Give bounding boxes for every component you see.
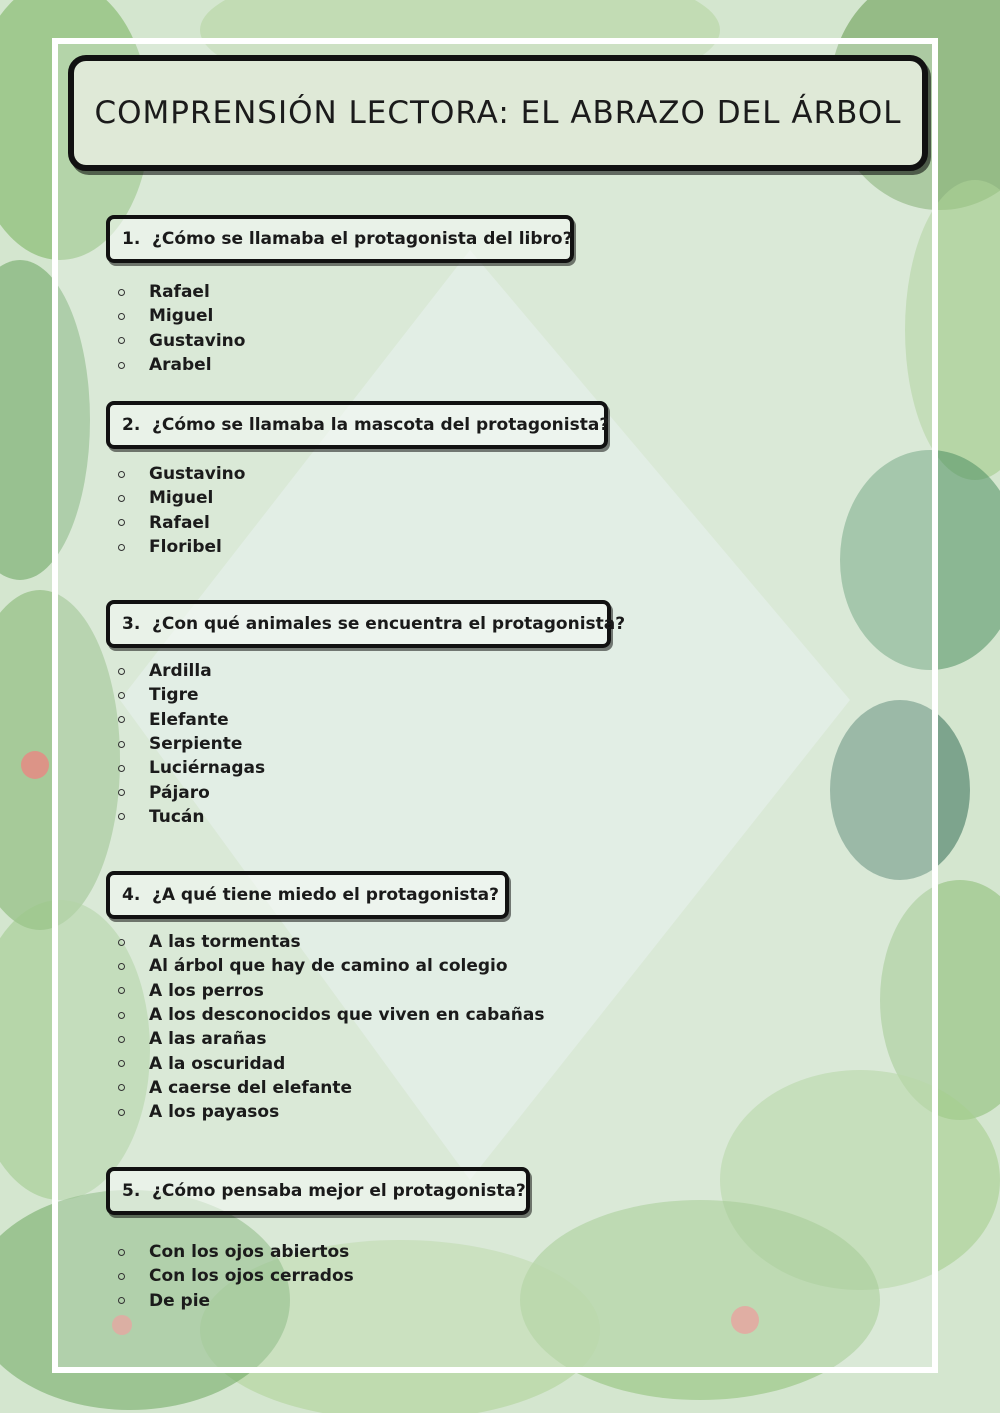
option-item[interactable]: Rafael <box>118 280 245 304</box>
radio-circle-icon[interactable] <box>118 741 125 748</box>
radio-circle-icon[interactable] <box>118 471 125 478</box>
question-number: 1. <box>122 229 141 249</box>
question-text: ¿Con qué animales se encuentra el protagonista? <box>152 614 626 634</box>
radio-circle-icon[interactable] <box>118 337 125 344</box>
question-text: ¿Cómo se llamaba el protagonista del libro? <box>152 229 573 249</box>
option-item[interactable]: Luciérnagas <box>118 756 265 780</box>
options-list-3 <box>118 659 265 829</box>
option-item[interactable]: Pájaro <box>118 780 265 804</box>
question-text: ¿Cómo se llamaba la mascota del protagonista? <box>152 415 610 435</box>
radio-circle-icon[interactable] <box>118 716 125 723</box>
option-item[interactable]: Arabel <box>118 353 245 377</box>
radio-circle-icon[interactable] <box>118 1084 125 1091</box>
option-item[interactable]: Con los ojos cerrados <box>118 1264 354 1288</box>
radio-circle-icon[interactable] <box>118 519 125 526</box>
option-item[interactable]: Serpiente <box>118 732 265 756</box>
radio-circle-icon[interactable] <box>118 1273 125 1280</box>
question-1 <box>106 215 574 263</box>
page-title: COMPRENSIÓN LECTORA: EL ABRAZO DEL ÁRBOL <box>94 95 902 131</box>
question-text: ¿Cómo pensaba mejor el protagonista? <box>152 1181 526 1201</box>
radio-circle-icon[interactable] <box>118 544 125 551</box>
radio-circle-icon[interactable] <box>118 1297 125 1304</box>
option-item[interactable]: Miguel <box>118 486 245 510</box>
option-item[interactable]: Con los ojos abiertos <box>118 1240 354 1264</box>
title-banner <box>68 55 928 171</box>
option-item[interactable]: A las tormentas <box>118 930 544 954</box>
radio-circle-icon[interactable] <box>118 692 125 699</box>
option-item[interactable]: Tucán <box>118 805 265 829</box>
radio-circle-icon[interactable] <box>118 495 125 502</box>
option-item[interactable]: A la oscuridad <box>118 1051 544 1075</box>
option-item[interactable]: Gustavino <box>118 329 245 353</box>
radio-circle-icon[interactable] <box>118 1109 125 1116</box>
radio-circle-icon[interactable] <box>118 1036 125 1043</box>
radio-circle-icon[interactable] <box>118 289 125 296</box>
option-item[interactable]: A las arañas <box>118 1027 544 1051</box>
option-item[interactable]: Ardilla <box>118 659 265 683</box>
question-number: 5. <box>122 1181 141 1201</box>
radio-circle-icon[interactable] <box>118 789 125 796</box>
option-item[interactable]: Al árbol que hay de camino al colegio <box>118 954 544 978</box>
question-4 <box>106 871 509 919</box>
options-list-5 <box>118 1240 354 1313</box>
question-5 <box>106 1167 530 1215</box>
radio-circle-icon[interactable] <box>118 362 125 369</box>
option-item[interactable]: Gustavino <box>118 462 245 486</box>
option-item[interactable]: Elefante <box>118 708 265 732</box>
question-3 <box>106 600 626 648</box>
radio-circle-icon[interactable] <box>118 1012 125 1019</box>
radio-circle-icon[interactable] <box>118 1249 125 1256</box>
question-text: ¿A qué tiene miedo el protagonista? <box>152 885 499 905</box>
option-item[interactable]: A los payasos <box>118 1100 544 1124</box>
radio-circle-icon[interactable] <box>118 313 125 320</box>
radio-circle-icon[interactable] <box>118 939 125 946</box>
radio-circle-icon[interactable] <box>118 963 125 970</box>
option-item[interactable]: Floribel <box>118 535 245 559</box>
radio-circle-icon[interactable] <box>118 765 125 772</box>
option-item[interactable]: De pie <box>118 1289 354 1313</box>
option-item[interactable]: A los desconocidos que viven en cabañas <box>118 1003 544 1027</box>
option-item[interactable]: A caerse del elefante <box>118 1076 544 1100</box>
radio-circle-icon[interactable] <box>118 987 125 994</box>
question-number: 3. <box>122 614 141 634</box>
question-number: 2. <box>122 415 141 435</box>
radio-circle-icon[interactable] <box>118 668 125 675</box>
question-number: 4. <box>122 885 141 905</box>
radio-circle-icon[interactable] <box>118 813 125 820</box>
option-item[interactable]: Rafael <box>118 511 245 535</box>
radio-circle-icon[interactable] <box>118 1060 125 1067</box>
option-item[interactable]: Tigre <box>118 683 265 707</box>
options-list-2 <box>118 462 245 559</box>
options-list-4 <box>118 930 544 1124</box>
option-item[interactable]: Miguel <box>118 304 245 328</box>
options-list-1 <box>118 280 245 377</box>
option-item[interactable]: A los perros <box>118 979 544 1003</box>
question-2 <box>106 401 608 449</box>
